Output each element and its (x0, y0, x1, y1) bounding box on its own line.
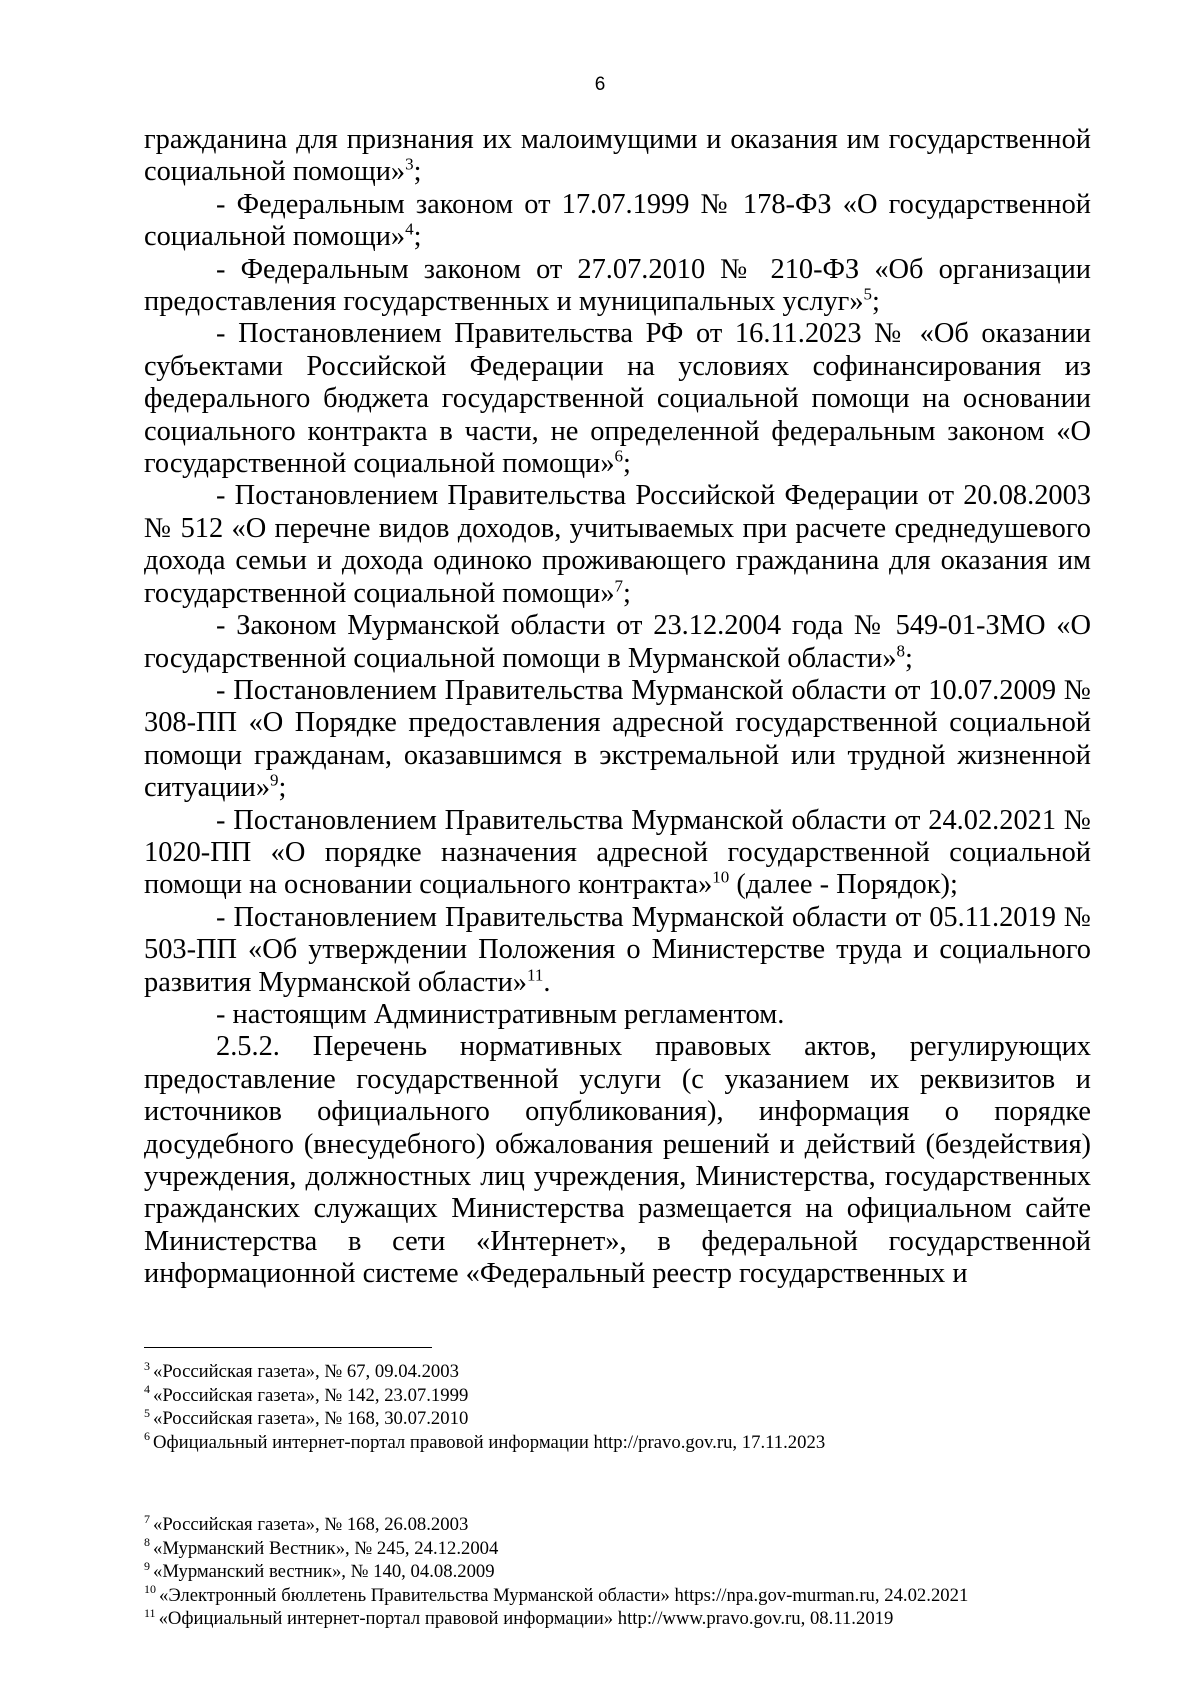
page-number: 6 (594, 74, 606, 95)
footnote-ref: 3 (405, 154, 414, 174)
paragraph: - Постановлением Правительства Российской Федерации от 20.08.2003 № 512 «О перечне видов доходов, учитываемых при расчете среднедушевого дохода семьи и дохода одиноко проживающего гражданина для оказания им государственной социальной помощи»$^7$; (144, 480, 1091, 609)
footnote: $^7$ «Российская газета», № 168, 26.08.2003 (144, 1511, 469, 1535)
footnotes-group (144, 1513, 1104, 1631)
footnote: $^4$ «Российская газета», № 142, 23.07.1999 (144, 1382, 469, 1406)
paragraph: - Постановлением Правительства РФ от 16.11.2023 № «Об оказании субъектами Российской Федерации на условиях софинансирования из федерального бюджета государственной социальной помощи на основании социального контракта в части, не определенной федеральным законом «О государственной социальной помощи»$^6$; (144, 318, 1091, 480)
paragraph: - Федеральным законом от 27.07.2010 № 210-ФЗ «Об организации предоставления государственных и муниципальных услуг»$^5$; (144, 253, 1091, 318)
paragraph: - Постановлением Правительства Мурманской области от 10.07.2009 № 308-ПП «О Порядке предоставления адресной государственной социальной помощи гражданам, оказавшимся в экстремальной или трудной жизненной ситуации»$^9$; (144, 674, 1091, 804)
footnote-ref: 5 (863, 284, 873, 304)
footnote-ref: 4 (405, 219, 414, 239)
footnote: $^{11}$ «Официальный интернет-портал правовой информации» http://www.pravo.gov.ru, 08.11.2019 (144, 1605, 894, 1629)
footnote-ref: 10 (712, 867, 730, 887)
footnote-ref: 8 (896, 641, 906, 661)
paragraph: - Законом Мурманской области от 23.12.2004 года № 549-01-ЗМО «О государственной социальной помощи в Мурманской области»$^8$; (144, 610, 1091, 674)
footnote: $^9$ «Мурманский вестник», № 140, 04.08.2009 (144, 1558, 495, 1582)
footnote-separator (144, 1347, 432, 1348)
footnote: $^6$ Официальный интернет-портал правовой информации http://pravo.gov.ru, 17.11.2023 (144, 1429, 826, 1453)
footnote: $^3$ «Российская газета», № 67, 09.04.2003 (144, 1358, 459, 1382)
footnote-ref: 7 (614, 576, 624, 596)
paragraph: - Постановлением Правительства Мурманской области от 24.02.2021 № 1020-ПП «О порядке назначения адресной государственной социальной помощи на основании социального контракта»$^{10}$ (далее - Порядок); (144, 804, 1091, 901)
footnote: $^5$ «Российская газета», № 168, 30.07.2010 (144, 1405, 469, 1429)
body-text (144, 124, 1091, 1291)
footnote-ref: 6 (614, 446, 624, 466)
paragraph: - Постановлением Правительства Мурманской области от 05.11.2019 № 503-ПП «Об утверждении Положения о Министерстве труда и социального развития Мурманской области»$^{11}$. (144, 901, 1091, 998)
footnotes-group (144, 1360, 1104, 1454)
paragraph: гражданина для признания их малоимущими и оказания им государственной социальной помощи»$^3$; (144, 124, 1091, 188)
footnote-ref: 9 (270, 770, 279, 790)
paragraph: 2.5.2. Перечень нормативных правовых актов, регулирующих предоставление государственной услуги (с указанием их реквизитов и источников официального опубликования), информация о порядке досудебного (внесудебного) обжалования решений и действий (бездействия) учреждения, должностных лиц учреждения, Министерства, государственных гражданских служащих Министерства размещается на официальном сайте Министерства в сети «Интернет», в федеральной государственной информационной системе «Федеральный реестр государственных и (144, 1031, 1091, 1290)
footnote: $^{10}$ «Электронный бюллетень Правительства Мурманской области» https://npa.gov-murman.ru, 24.02.2021 (144, 1582, 969, 1606)
footnote: $^8$ «Мурманский Вестник», № 245, 24.12.2004 (144, 1535, 499, 1559)
paragraph: - Федеральным законом от 17.07.1999 № 178-ФЗ «О государственной социальной помощи»$^4$; (144, 188, 1091, 253)
footnote-ref: 11 (526, 965, 544, 985)
paragraph: - настоящим Административным регламентом. (216, 998, 785, 1030)
